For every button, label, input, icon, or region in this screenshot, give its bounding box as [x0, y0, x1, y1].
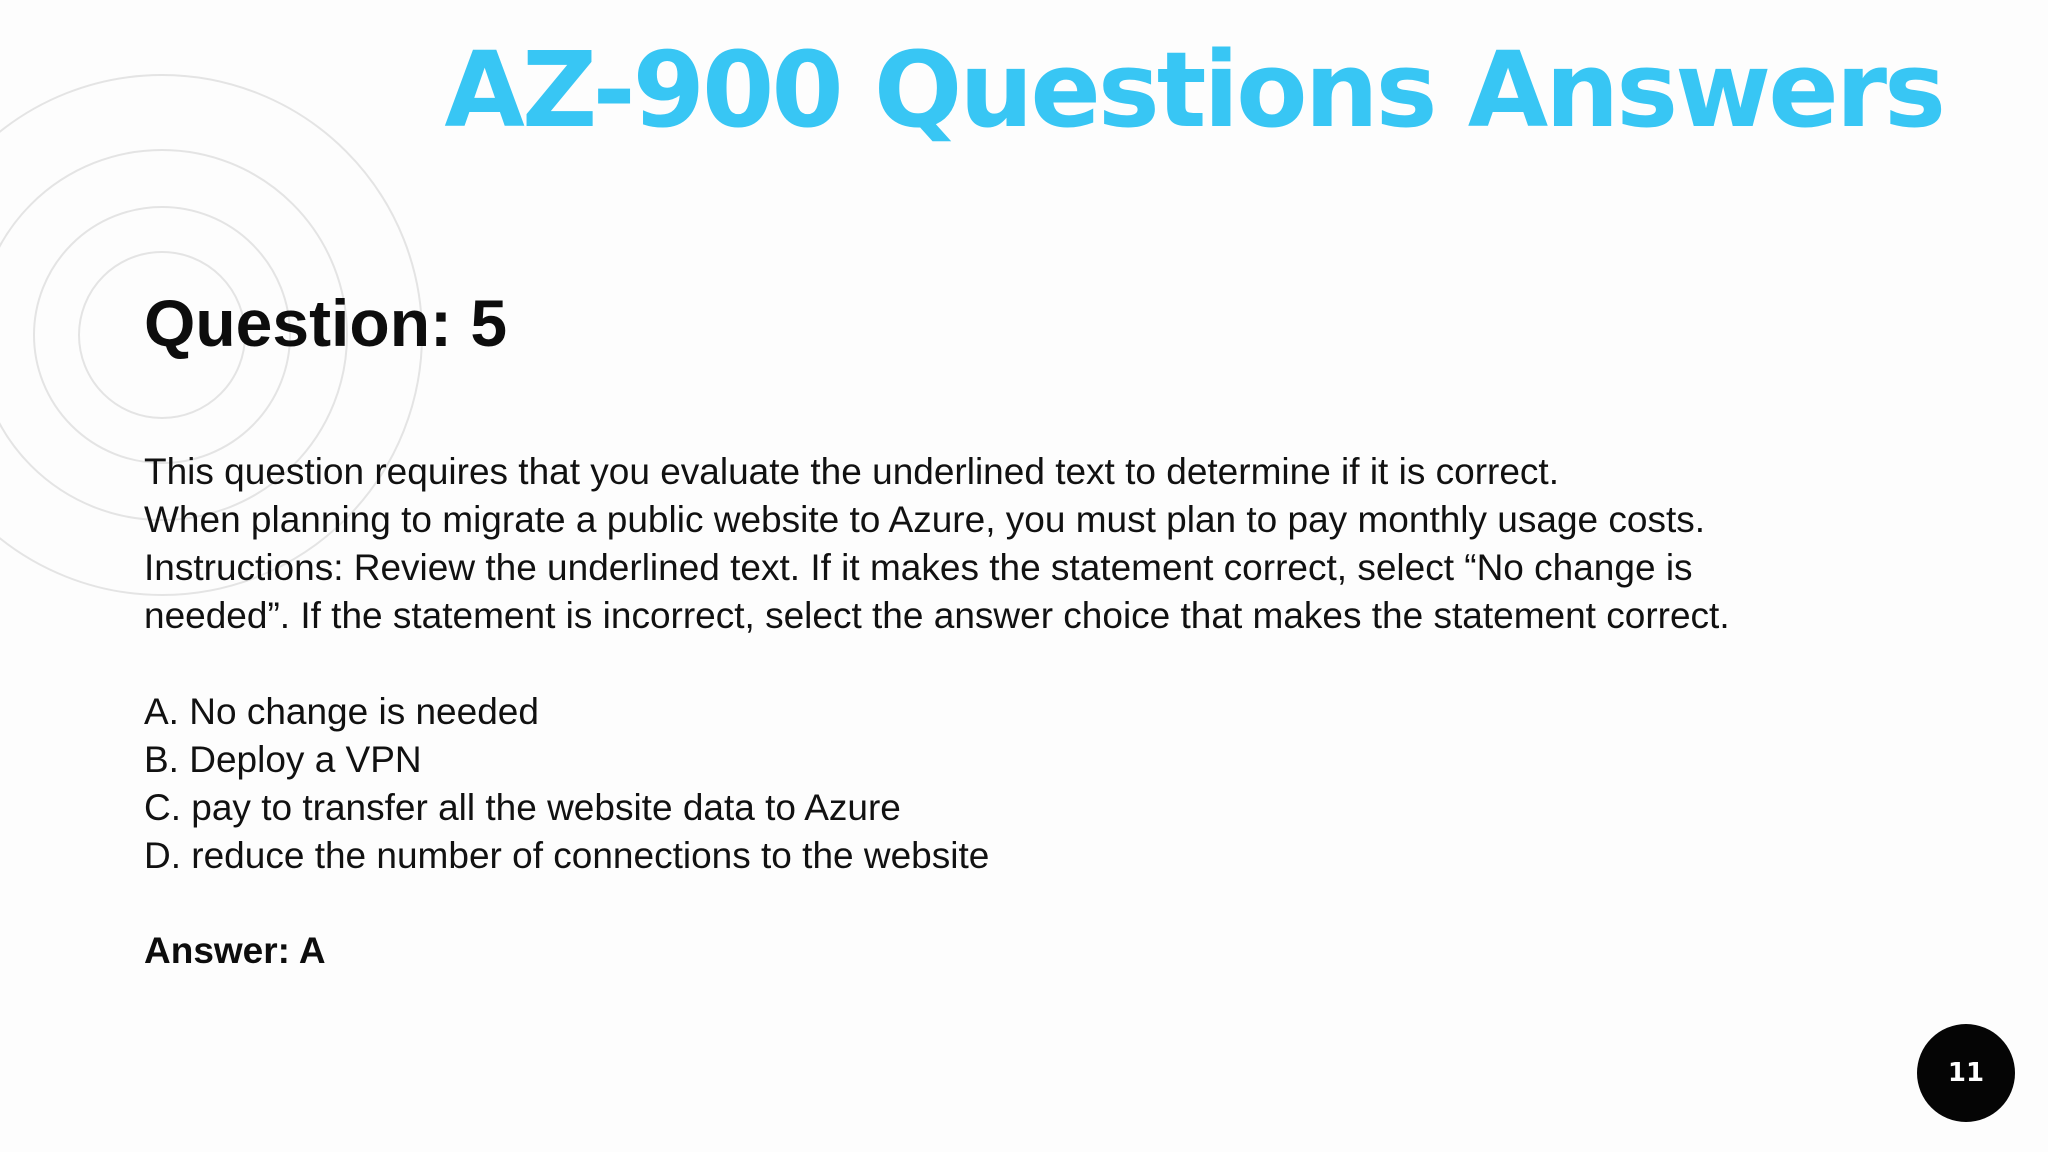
option-d: D. reduce the number of connections to the website — [144, 835, 990, 876]
answer-options — [144, 688, 989, 880]
page-number-badge — [1917, 1024, 2015, 1122]
question-heading: Question: 5 — [144, 286, 508, 360]
question-line: Instructions: Review the underlined text. If it makes the statement correct, select “No change is — [144, 547, 1693, 588]
answer-label: Answer: A — [144, 930, 326, 971]
option-b: B. Deploy a VPN — [144, 739, 422, 780]
slide-title: AZ-900 Questions Answers — [444, 29, 1943, 151]
question-line: This question requires that you evaluate the underlined text to determine if it is correct. — [144, 451, 1559, 492]
question-line: needed”. If the statement is incorrect, select the answer choice that makes the statement correct. — [144, 595, 1730, 636]
option-a: A. No change is needed — [144, 691, 539, 732]
page-number: 11 — [1947, 1058, 1985, 1088]
question-body — [144, 448, 1944, 640]
question-line: When planning to migrate a public website to Azure, you must plan to pay monthly usage costs. — [144, 499, 1706, 540]
option-c: C. pay to transfer all the website data to Azure — [144, 787, 901, 828]
